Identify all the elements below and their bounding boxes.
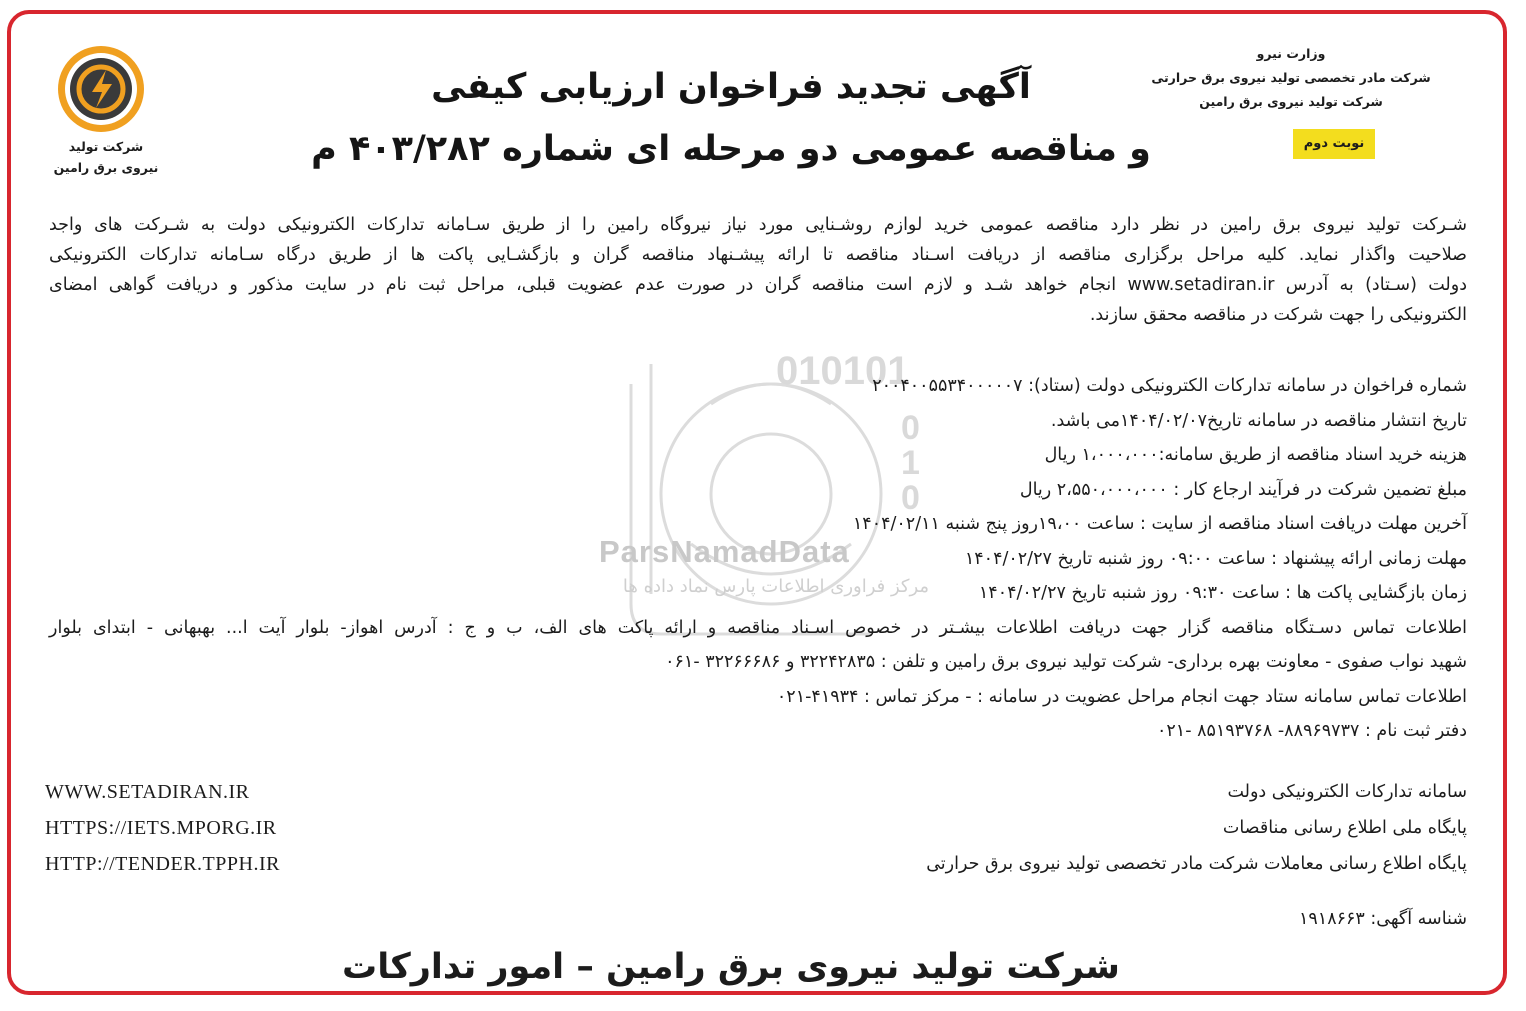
svg-text:1: 1 [901, 444, 920, 482]
source-item: پایگاه ملی اطلاع رسانی مناقصات [1222, 818, 1467, 838]
source-item: سامانه تدارکات الکترونیکی دولت [1227, 782, 1467, 802]
svg-text:0: 0 [901, 479, 920, 517]
ministry-line: شرکت مادر تخصصی تولید نیروی برق حرارتی [1151, 70, 1431, 85]
detail-call-number: شماره فراخوان در سامانه تدارکات الکترونیکی دولت (ستاد): ۲۰۰۴۰۰۵۵۳۴۰۰۰۰۰۷ [872, 376, 1467, 396]
detail-document-deadline: آخرین مهلت دریافت اسناد مناقصه از سایت : ساعت ۱۹،۰۰روز پنج شنبه ۱۴۰۴/۰۲/۱۱ [852, 514, 1467, 534]
watermark-subtitle: مرکز فراوری اطلاعات پارس نماد داده ها [622, 576, 930, 597]
logo-caption [41, 136, 171, 178]
round-badge: نوبت دوم [1293, 129, 1375, 159]
power-company-logo-icon [56, 44, 146, 134]
source-item: پایگاه اطلاع رسانی معاملات شرکت مادر تخصصی تولید نیروی برق حرارتی [926, 854, 1467, 874]
watermark-brand: ParsNamadData [599, 534, 850, 569]
title-line-2: و مناقصه عمومی دو مرحله ای شماره ۴۰۳/۲۸۲ م [311, 129, 1151, 169]
notice-frame [7, 10, 1507, 995]
tender-details [49, 369, 1467, 749]
detail-publish-date: تاریخ انتشار مناقصه در سامانه تاریخ۱۴۰۴/۰۲/۰۷می باشد. [1050, 410, 1467, 431]
url-tpph[interactable]: HTTP://TENDER.TPPH.IR [45, 853, 280, 875]
source-urls [45, 774, 465, 882]
footer-signature: شرکت تولید نیروی برق رامین – امور تدارکات [342, 947, 1120, 987]
title-line-1: آگهی تجدید فراخوان ارزیابی کیفی [431, 67, 1031, 107]
ministry-line: شرکت تولید نیروی برق رامین [1199, 94, 1383, 109]
intro-paragraph [49, 210, 1467, 330]
ministry-line: وزارت نیرو [1256, 46, 1326, 61]
notice-title [311, 56, 1151, 180]
svg-text:0: 0 [901, 409, 920, 447]
intro-line: الکترونیکی را جهت شرکت در مناقصه محقق سازند. [1089, 305, 1467, 325]
intro-line: صلاحیت واگذار نماید. کلیه مراحل برگزاری مناقصه از دریافت اسـناد مناقصه تا ارائه پیشـنهاد مناقصه گران و بازگشـایی پاکت ها از طریق درگاه سـامانه تدارکات الکترونیکی [49, 245, 1467, 265]
detail-opening-time: زمان بازگشایی پاکت ها : ساعت ۰۹:۳۰ روز شنبه تاریخ ۱۴۰۴/۰۲/۲۷ [978, 583, 1467, 603]
detail-registration-office: دفتر ثبت نام : ۸۸۹۶۹۷۳۷- ۸۵۱۹۳۷۶۸ -۰۲۱ [1156, 721, 1467, 741]
detail-contact-phone: شهید نواب صفوی - معاونت بهره برداری- شرکت تولید نیروی برق رامین و تلفن : ۳۲۲۴۲۸۳۵ و ۳۲۲۶۶۶۸۶ -۰۶۱ [665, 652, 1467, 672]
logo-caption-line: نیروی برق رامین [53, 160, 159, 175]
ministry-block [1151, 42, 1431, 114]
intro-line: شـرکت تولید نیروی برق رامین در نظر دارد مناقصه عمومی خرید لوازم روشـنایی مورد نیاز نیروگاه رامین را از طریق سـامانه تدارکات الکترونیکی دولت به شـرکت های واجد [49, 215, 1467, 235]
notice-id: شناسه آگهی: ۱۹۱۸۶۶۳ [1299, 909, 1467, 929]
detail-contact-address: اطلاعات تماس دسـتگاه مناقصه گزار جهت دریافت اطلاعات بیشـتر در خصوص اسـناد مناقصه و ارائه پاکت های الف، ب و ج : آدرس اهواز- بلوار آیت ا... بهبهانی - ابتدای بلوار [49, 617, 1467, 638]
intro-line: دولت (سـتاد) به آدرس www.setadiran.ir انجام خواهد شـد و لازم است مناقصه گران در صورت عدم عضویت قبلی، مراحل ثبت نام در سایت مذکور و دریافت گواهی امضای [49, 275, 1467, 295]
detail-document-fee: هزینه خرید اسناد مناقصه از طریق سامانه:۱،۰۰۰،۰۰۰ ریال [1044, 445, 1467, 465]
detail-setad-contact: اطلاعات تماس سامانه ستاد جهت انجام مراحل عضویت در سامانه : - مرکز تماس : ۴۱۹۳۴-۰۲۱ [776, 686, 1467, 707]
info-sources [707, 774, 1467, 882]
url-iets[interactable]: HTTPS://IETS.MPORG.IR [45, 817, 277, 839]
url-setadiran[interactable]: WWW.SETADIRAN.IR [45, 781, 250, 803]
detail-bid-deadline: مهلت زمانی ارائه پیشنهاد : ساعت ۰۹:۰۰ روز شنبه تاریخ ۱۴۰۴/۰۲/۲۷ [964, 548, 1467, 569]
detail-guarantee-amount: مبلغ تضمین شرکت در فرآیند ارجاع کار : ۲،۵۵۰،۰۰۰،۰۰۰ ریال [1019, 479, 1467, 500]
logo-caption-line: شرکت تولید [68, 139, 144, 154]
svg-text:010101: 010101 [776, 349, 910, 393]
